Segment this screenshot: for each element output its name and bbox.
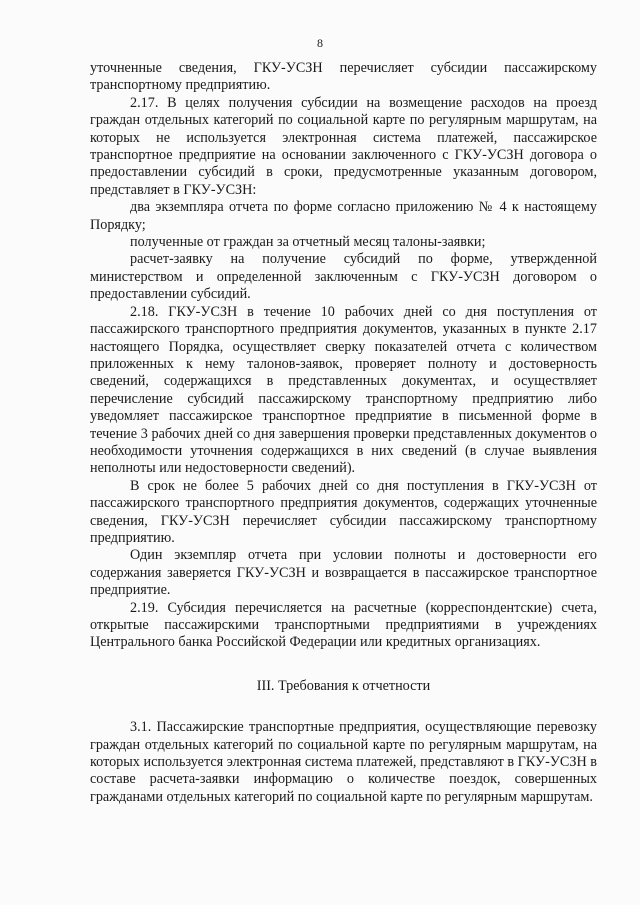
paragraph-deadline: В срок не более 5 рабочих дней со дня поступления в ГКУ-УСЗН от пассажирского транспортного предприятия документов, содержащих уточненные сведения, ГКУ-УСЗН перечисляет субсидии пассажирскому транспортному предприятию. [90, 477, 597, 546]
paragraph-2-17: 2.17. В целях получения субсидии на возмещение расходов на проезд граждан отдельных категорий по социальной карте по регулярным маршрутам, на которых не используется электронная система платежей, пассажирское транспортное предприятие на основании заключенного с ГКУ-УСЗН договора о предоставлении субсидий в сроки, предусмотренные указанным договором, представляет в ГКУ-УСЗН: [90, 94, 597, 198]
list-item-coupons: полученные от граждан за отчетный месяц талоны-заявки; [130, 234, 486, 251]
paragraph-report-copy: Один экземпляр отчета при условии полноты и достоверности его содержания заверяется ГКУ-УСЗН и возвращается в пассажирское транспортное предприятие. [90, 547, 597, 599]
paragraph-2-19: 2.19. Субсидия перечисляется на расчетные (корреспондентские) счета, открытые пассажирскими транспортными предприятиями в учреждениях Центрального банка Российской Федерации или кредитных организациях. [90, 599, 597, 651]
paragraph-2-18: 2.18. ГКУ-УСЗН в течение 10 рабочих дней со дня поступления от пассажирского транспортного предприятия документов, указанных в пункте 2.17 настоящего Порядка, осуществляет сверку показателей отчета с количеством приложенных к нему талонов-заявок, проверяет полноту и достоверность сведений, содержащихся в представленных документах, и осуществляет перечисление субсидий пассажирскому транспортному предприятию либо уведомляет пассажирское транспортное предприятие в письменной форме в течение 3 рабочих дней со дня завершения проверки представленных документов о необходимости уточнения содержащихся в них сведений (в случае выявления неполноты или недостоверности сведений). [90, 303, 597, 477]
list-item-calculation-request: расчет-заявку на получение субсидий по форме, утвержденной министерством и определенной заключенным с ГКУ-УСЗН договором о предоставлении субсидий. [90, 251, 597, 303]
paragraph-3-1: 3.1. Пассажирские транспортные предприятия, осуществляющие перевозку граждан отдельных категорий по социальной карте по регулярным маршрутам, на которых используется электронная система платежей, представляют в ГКУ-УСЗН в составе расчета-заявки информацию о количестве поездок, совершенных гражданами отдельных категорий по социальной карте по регулярным маршрутам. [90, 719, 597, 805]
section-heading: III. Требования к отчетности [256, 677, 431, 694]
list-item-report-copies: два экземпляра отчета по форме согласно приложению № 4 к настоящему Порядку; [90, 199, 597, 233]
document-body [90, 60, 597, 806]
paragraph-continuation: уточненные сведения, ГКУ-УСЗН перечисляет субсидии пассажирскому транспортному предприятию. [90, 60, 597, 94]
page-number: 8 [317, 36, 323, 50]
